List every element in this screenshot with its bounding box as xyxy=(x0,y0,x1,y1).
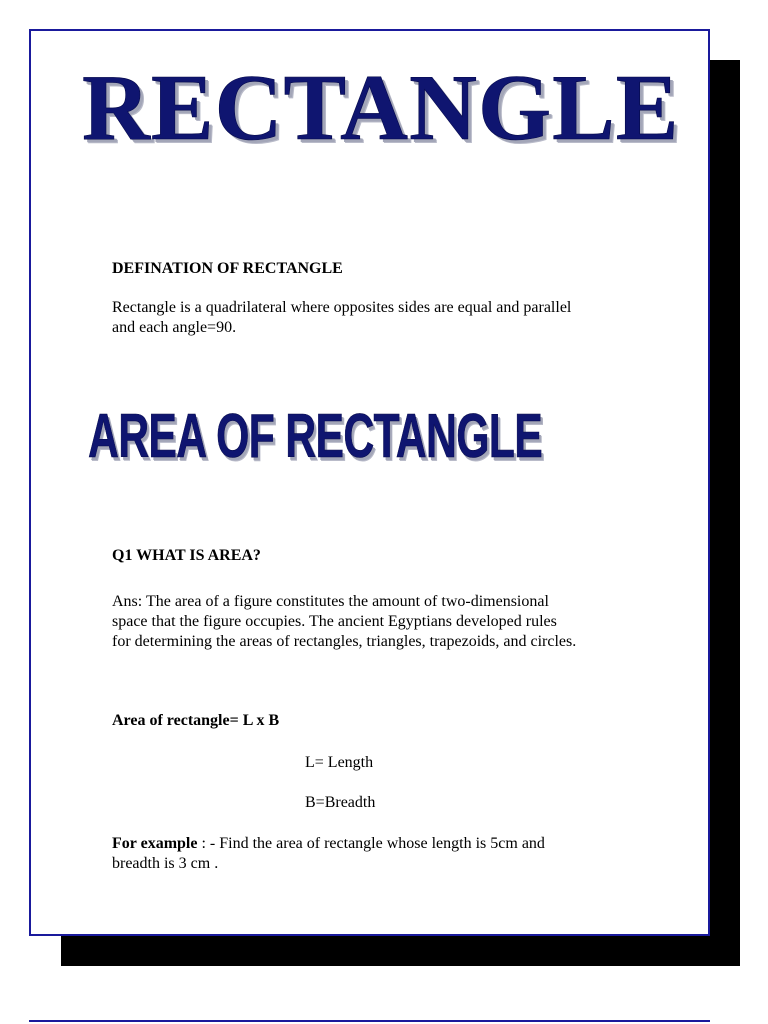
answer-line-3: for determining the areas of rectangles, triangles, trapezoids, and circles. xyxy=(112,633,577,650)
rectangle-title: RECTANGLE xyxy=(82,56,680,160)
area-title: AREA OF RECTANGLE xyxy=(88,402,543,471)
formula-label: Area of rectangle xyxy=(112,712,230,729)
answer-line-2: space that the figure occupies. The ancient Egyptians developed rules xyxy=(112,613,557,630)
next-page-border xyxy=(29,1020,710,1022)
question-heading: Q1 WHAT IS AREA? xyxy=(112,547,261,564)
example-line-1 xyxy=(112,834,545,854)
length-definition: L= Length xyxy=(305,754,374,771)
example-label: For example xyxy=(112,835,198,852)
example-separator: : - xyxy=(197,835,220,852)
definition-line-1: Rectangle is a quadrilateral where opposites sides are equal and parallel xyxy=(112,299,572,316)
example-line-2: breadth is 3 cm . xyxy=(112,855,219,872)
definition-heading: DEFINATION OF RECTANGLE xyxy=(112,260,343,277)
formula-value: = L x B xyxy=(229,712,280,729)
example-text: Find the area of rectangle whose length is 5cm and xyxy=(219,835,545,852)
breadth-definition: B=Breadth xyxy=(305,794,376,811)
answer-line-1: Ans: The area of a figure constitutes the amount of two-dimensional xyxy=(112,593,549,610)
area-formula xyxy=(112,711,279,731)
definition-line-2: and each angle=90. xyxy=(112,319,237,336)
